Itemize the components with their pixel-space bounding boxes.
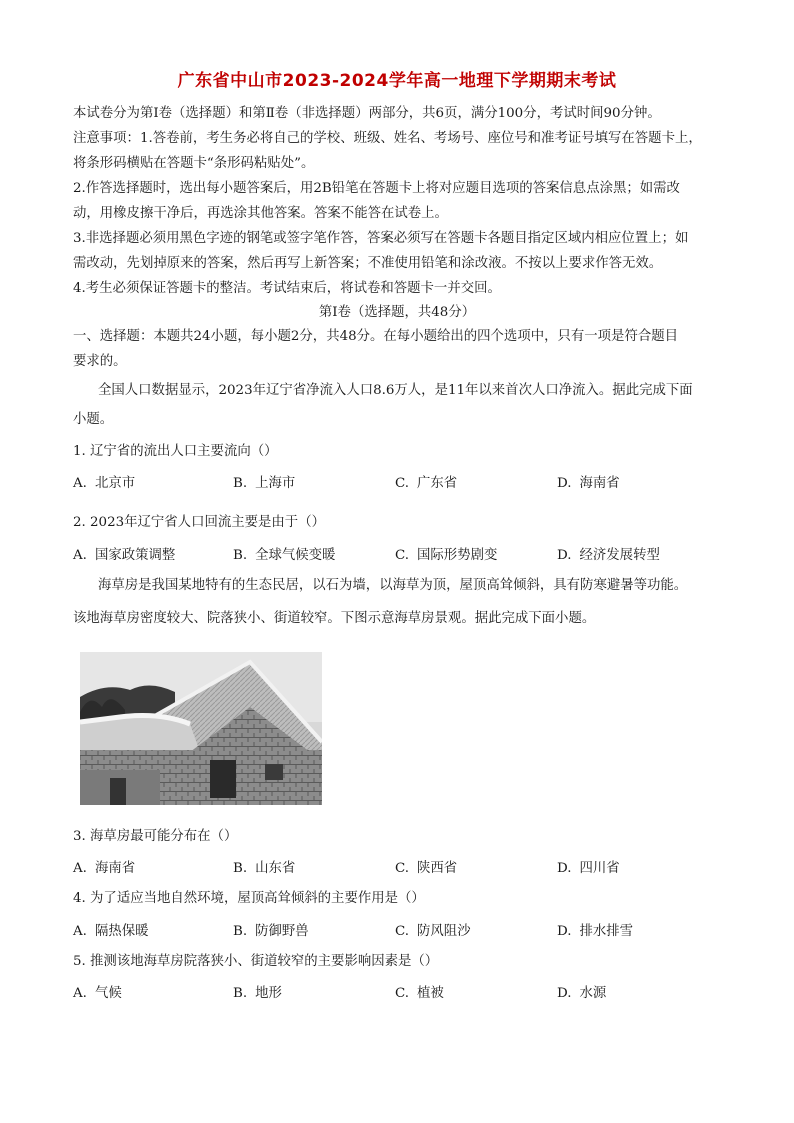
option-a[interactable] — [73, 474, 135, 494]
option-letter: C. — [395, 548, 410, 563]
option-text: 全球气候变暖 — [255, 548, 336, 563]
question-options — [73, 922, 733, 942]
option-c[interactable] — [395, 474, 457, 494]
option-a[interactable] — [73, 546, 175, 566]
option-letter: A. — [73, 986, 87, 1001]
option-c[interactable] — [395, 922, 471, 942]
option-letter: D. — [557, 986, 572, 1001]
option-text: 气候 — [94, 986, 122, 1001]
option-text: 北京市 — [94, 476, 136, 491]
question-options — [73, 984, 733, 1004]
question-stem: 5. 推测该地海草房院落狭小、街道较窄的主要影响因素是（） — [73, 954, 439, 969]
question-stem: 4. 为了适应当地自然环境，屋顶高耸倾斜的主要作用是（） — [73, 891, 425, 906]
option-a[interactable] — [73, 984, 122, 1004]
option-c[interactable] — [395, 546, 497, 566]
intro-line: 动，用橡皮擦干净后，再选涂其他答案。答案不能答在试卷上。 — [73, 206, 448, 221]
intro-line: 3.非选择题必须用黑色字迹的钢笔或签字笔作答，答案必须写在答题卡各题目指定区域内相应位置上；如 — [73, 231, 689, 246]
section-intro-line: 要求的。 — [73, 354, 127, 369]
option-text: 国家政策调整 — [94, 548, 176, 563]
option-text: 防风阻沙 — [417, 924, 471, 939]
question-options — [73, 546, 733, 566]
option-text: 海南省 — [579, 476, 620, 491]
option-letter: A. — [73, 861, 87, 876]
option-letter: A. — [73, 924, 87, 939]
passage-line: 海草房是我国某地特有的生态民居，以石为墙，以海草为顶，屋顶高耸倾斜，具有防寒避暑等功能。 — [98, 578, 688, 593]
option-letter: B. — [233, 476, 248, 491]
option-letter: A. — [73, 476, 87, 491]
option-letter: B. — [233, 924, 248, 939]
option-text: 国际形势剧变 — [417, 548, 498, 563]
option-letter: B. — [233, 986, 248, 1001]
question-stem: 2. 2023年辽宁省人口回流主要是由于（） — [73, 515, 325, 530]
option-letter: B. — [233, 861, 248, 876]
option-letter: C. — [395, 861, 410, 876]
option-text: 排水排雪 — [579, 924, 634, 939]
option-d[interactable] — [557, 859, 620, 879]
question-options — [73, 859, 733, 879]
option-d[interactable] — [557, 984, 606, 1004]
option-text: 水源 — [579, 986, 607, 1001]
option-text: 四川省 — [579, 861, 620, 876]
option-text: 上海市 — [255, 476, 296, 491]
option-a[interactable] — [73, 859, 135, 879]
option-text: 防御野兽 — [255, 924, 309, 939]
passage-line: 小题。 — [73, 412, 114, 427]
option-letter: D. — [557, 861, 572, 876]
option-d[interactable] — [557, 922, 633, 942]
option-letter: D. — [557, 924, 572, 939]
question-options — [73, 474, 733, 494]
option-letter: D. — [557, 548, 572, 563]
intro-line: 将条形码横贴在答题卡“条形码粘贴处”。 — [73, 156, 315, 171]
option-text: 海南省 — [94, 861, 136, 876]
intro-line: 需改动，先划掉原来的答案，然后再写上新答案；不准使用铅笔和涂改液。不按以上要求作答无效。 — [73, 256, 663, 271]
option-text: 经济发展转型 — [579, 548, 660, 563]
option-text: 广东省 — [417, 476, 458, 491]
option-letter: B. — [233, 548, 248, 563]
option-letter: A. — [73, 548, 87, 563]
intro-line: 2.作答选择题时，选出每小题答案后，用2B铅笔在答题卡上将对应题目选项的答案信息点涂黑；如需改 — [73, 181, 680, 196]
option-text: 地形 — [255, 986, 282, 1001]
intro-line: 本试卷分为第Ⅰ卷（选择题）和第Ⅱ卷（非选择题）两部分，共6页，满分100分，考试时间90分钟。 — [73, 106, 661, 121]
seaweed-house-photo — [80, 652, 322, 805]
section-intro-line: 一、选择题：本题共24小题，每小题2分，共48分。在每小题给出的四个选项中，只有一项是符合题目 — [73, 329, 679, 344]
option-c[interactable] — [395, 859, 457, 879]
option-d[interactable] — [557, 474, 620, 494]
option-b[interactable] — [233, 474, 295, 494]
option-letter: C. — [395, 986, 410, 1001]
option-c[interactable] — [395, 984, 444, 1004]
intro-line: 注意事项：1.答卷前，考生务必将自己的学校、班级、姓名、考场号、座位号和准考证号填写在答题卡上， — [73, 131, 702, 146]
option-b[interactable] — [233, 859, 295, 879]
option-b[interactable] — [233, 984, 282, 1004]
option-b[interactable] — [233, 922, 309, 942]
option-d[interactable] — [557, 546, 660, 566]
question-stem: 1. 辽宁省的流出人口主要流向（） — [73, 444, 278, 459]
option-text: 山东省 — [255, 861, 296, 876]
option-letter: C. — [395, 924, 410, 939]
page-title: 广东省中山市2023-2024学年高一地理下学期期末考试 — [177, 71, 617, 91]
passage-line: 该地海草房密度较大、院落狭小、街道较窄。下图示意海草房景观。据此完成下面小题。 — [73, 611, 596, 626]
section-title: 第Ⅰ卷（选择题，共48分） — [318, 305, 476, 320]
intro-line: 4.考生必须保证答题卡的整洁。考试结束后，将试卷和答题卡一并交回。 — [73, 281, 501, 296]
option-text: 隔热保暖 — [94, 924, 149, 939]
question-stem: 3. 海草房最可能分布在（） — [73, 829, 238, 844]
option-text: 陕西省 — [417, 861, 458, 876]
option-a[interactable] — [73, 922, 149, 942]
option-text: 植被 — [417, 986, 444, 1001]
option-letter: D. — [557, 476, 572, 491]
passage-line: 全国人口数据显示，2023年辽宁省净流入人口8.6万人，是11年以来首次人口净流入。据此完成下面 — [98, 383, 693, 398]
option-b[interactable] — [233, 546, 335, 566]
option-letter: C. — [395, 476, 410, 491]
